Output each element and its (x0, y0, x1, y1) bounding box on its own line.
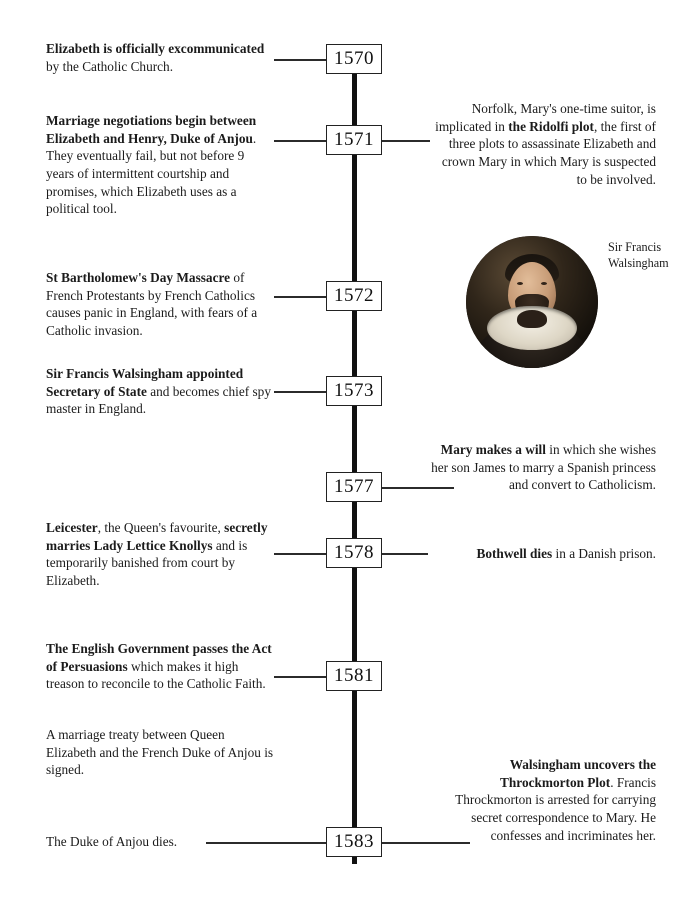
connector-1571-right (382, 140, 430, 142)
connector-1583-left (206, 842, 326, 844)
timeline-spine (352, 44, 357, 864)
connector-1581-left (274, 676, 326, 678)
event-1581-text: The English Government passes the Act of Persuasions which makes it high treason to reconcile to the Catholic Faith. (46, 641, 272, 692)
year-box-1573[interactable]: 1573 (326, 376, 382, 406)
event-1583-right-text: Walsingham uncovers the Throckmorton Plot. Francis Throckmorton is arrested for carrying secret correspondence to Mary. He confesses and incriminates her. (455, 757, 656, 843)
connector-1577-right (382, 487, 454, 489)
event-1578-right-text: Bothwell dies in a Danish prison. (476, 546, 656, 561)
event-1570-text: Elizabeth is officially excommunicated by the Catholic Church. (46, 41, 265, 74)
event-1572-text: St Bartholomew's Day Massacre of French Protestants by French Catholics causes panic in England, with fears of a Catholic invasion. (46, 270, 258, 339)
portrait-eye-left (517, 282, 523, 285)
event-1577-text: Mary makes a will in which she wishes her son James to marry a Spanish princess and convert to Catholicism. (431, 442, 656, 493)
connector-1570-left (274, 59, 326, 61)
connector-1578-right (382, 553, 428, 555)
connector-1571-left (274, 140, 326, 142)
walsingham-portrait (466, 236, 598, 368)
portrait-caption: Sir Francis Walsingham (608, 240, 669, 270)
year-box-1577[interactable]: 1577 (326, 472, 382, 502)
connector-1583-right (382, 842, 470, 844)
event-1583-left-text: The Duke of Anjou dies. (46, 834, 178, 849)
year-box-1572[interactable]: 1572 (326, 281, 382, 311)
portrait-image (466, 236, 598, 368)
connector-1578-left (274, 553, 326, 555)
year-box-1581[interactable]: 1581 (326, 661, 382, 691)
portrait-eye-right (541, 282, 547, 285)
year-box-1583[interactable]: 1583 (326, 827, 382, 857)
year-box-1570[interactable]: 1570 (326, 44, 382, 74)
event-1571-ridolfi-text: Norfolk, Mary's one-time suitor, is implicated in the Ridolfi plot, the first of three plots to assassinate Elizabeth and crown Mary in which Mary is suspected to be involved. (435, 101, 656, 187)
connector-1572-left (274, 296, 326, 298)
event-1571-text: Marriage negotiations begin between Elizabeth and Henry, Duke of Anjou. They eventually fail, but not before 9 years of intermittent courtship and promises, which Elizabeth uses as a political tool. (46, 113, 257, 217)
year-box-1571[interactable]: 1571 (326, 125, 382, 155)
connector-1573-left (274, 391, 326, 393)
year-box-1578[interactable]: 1578 (326, 538, 382, 568)
event-1578-left-text: Leicester, the Queen's favourite, secretly marries Lady Lettice Knollys and is temporarily banished from court by Elizabeth. (46, 520, 268, 589)
portrait-ruff-collar (487, 306, 577, 350)
event-1573-text: Sir Francis Walsingham appointed Secretary of State and becomes chief spy master in England. (46, 366, 271, 417)
event-1581-treaty-text: A marriage treaty between Queen Elizabeth and the French Duke of Anjou is signed. (46, 727, 274, 778)
